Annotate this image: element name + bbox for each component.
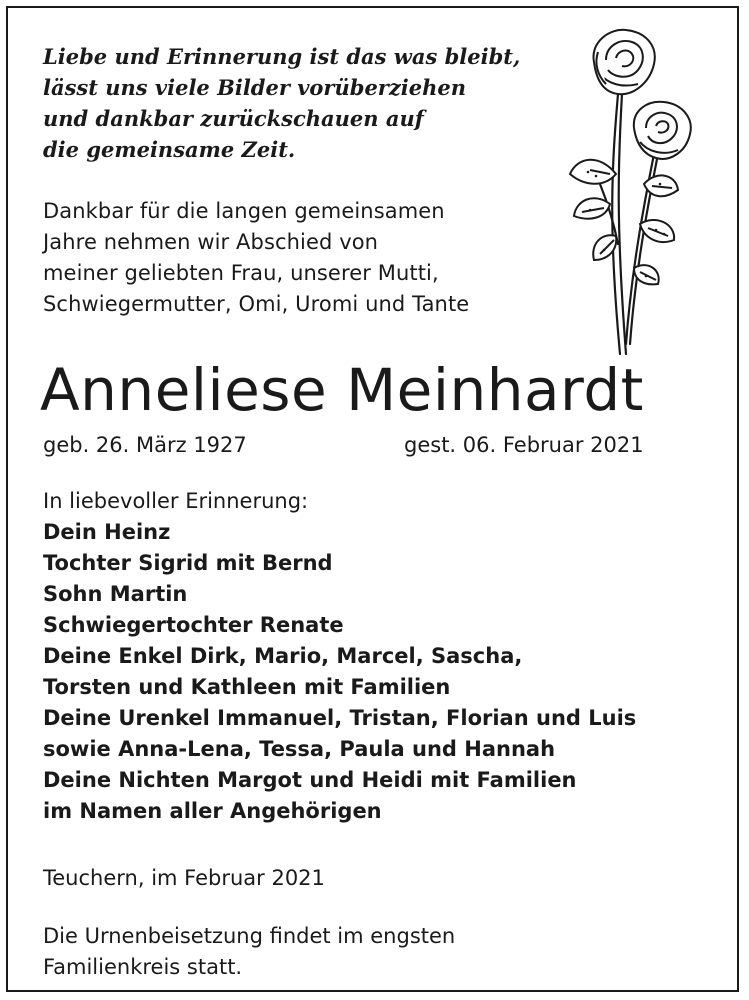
birth-date: geb. 26. März 1927	[43, 433, 247, 457]
poem-line: Liebe und Erinnerung ist das was bleibt,	[43, 44, 521, 69]
poem-line: die gemeinsame Zeit.	[43, 137, 296, 162]
mourner-line: Tochter Sigrid mit Bernd	[43, 551, 333, 575]
roses-illustration-icon	[560, 24, 710, 364]
intro-line: Dankbar für die langen gemeinsamen	[43, 199, 445, 223]
intro-line: Jahre nehmen wir Abschied von	[43, 230, 379, 254]
mourner-line: Deine Nichten Margot und Heidi mit Familien	[43, 768, 577, 792]
mourner-line: Torsten und Kathleen mit Familien	[43, 675, 451, 699]
mourners-heading: In liebevoller Erinnerung:	[43, 489, 309, 513]
intro-line: Schwiegermutter, Omi, Uromi und Tante	[43, 292, 470, 316]
place-date: Teuchern, im Februar 2021	[43, 866, 325, 890]
deceased-name: Anneliese Meinhardt	[40, 356, 644, 424]
poem-line: lässt uns viele Bilder vorüberziehen	[43, 75, 467, 100]
mourner-line: im Namen aller Angehörigen	[43, 799, 382, 823]
intro-line: meiner geliebten Frau, unserer Mutti,	[43, 261, 439, 285]
mourner-line: Deine Enkel Dirk, Mario, Marcel, Sascha,	[43, 644, 523, 668]
notice-line: Familienkreis statt.	[43, 955, 243, 979]
notice-line: Die Urnenbeisetzung findet im engsten	[43, 924, 456, 948]
mourner-line: sowie Anna-Lena, Tessa, Paula und Hannah	[43, 737, 556, 761]
mourner-line: Schwiegertochter Renate	[43, 613, 344, 637]
poem-line: und dankbar zurückschauen auf	[43, 106, 424, 131]
mourner-line: Sohn Martin	[43, 582, 188, 606]
mourner-line: Dein Heinz	[43, 520, 171, 544]
mourner-line: Deine Urenkel Immanuel, Tristan, Florian und Luis	[43, 706, 637, 730]
death-date: gest. 06. Februar 2021	[404, 433, 644, 457]
